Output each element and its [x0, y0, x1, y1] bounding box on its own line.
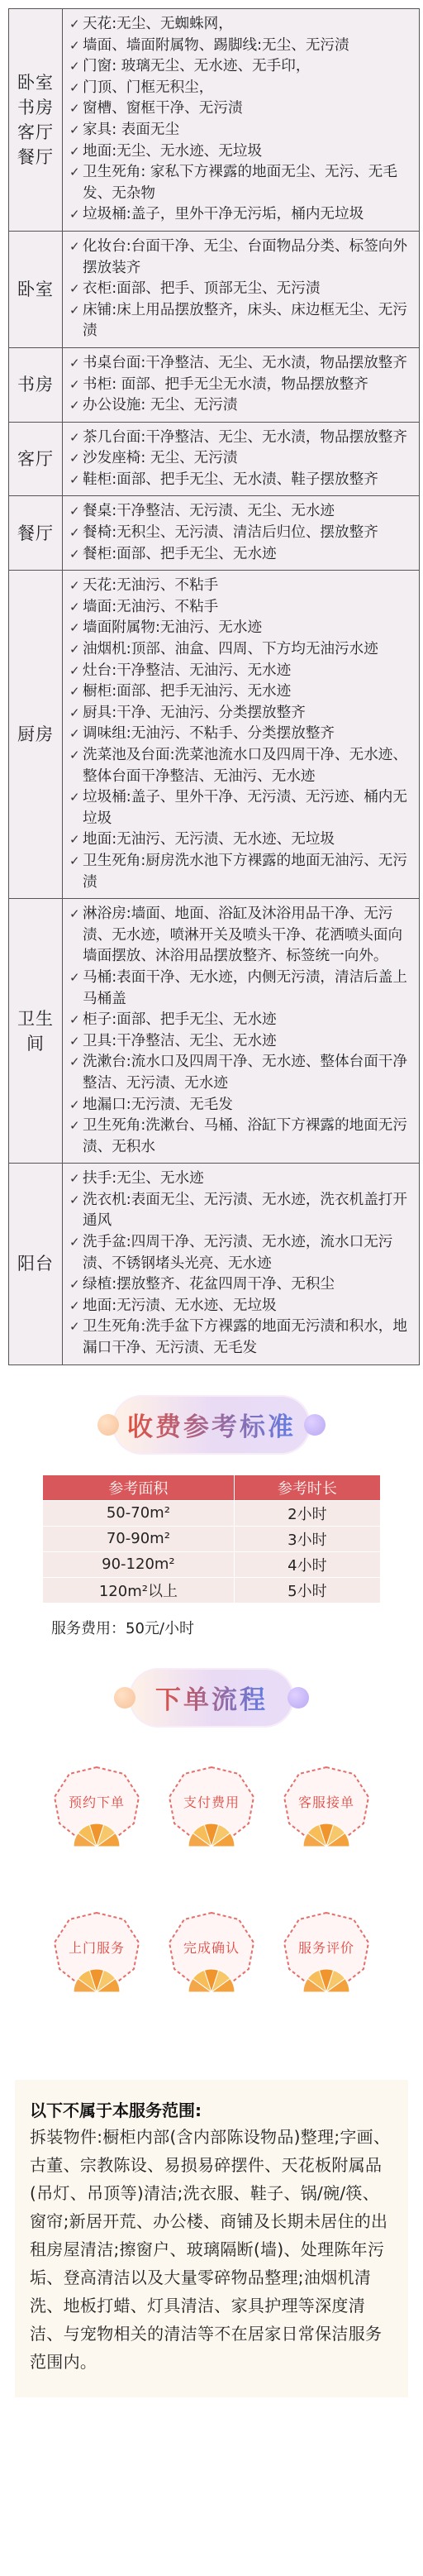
check-icon: ✓ [69, 429, 80, 445]
standard-item-text: 调味组:无油污、不粘手、分类摆放整齐 [83, 725, 335, 743]
check-icon: ✓ [69, 1097, 80, 1112]
flow-step [166, 1909, 257, 2000]
flow-banner [129, 1668, 294, 1728]
standard-item-text: 油烟机:顶部、油盒、四周、下方均无油污水迹 [83, 641, 378, 658]
check-icon: ✓ [69, 790, 80, 805]
room-name: 书房 [9, 348, 63, 422]
standard-item [69, 1317, 414, 1359]
price-duration: 2小时 [234, 1500, 380, 1526]
standard-item-text: 茶几台面:干净整洁、无尘、无水渍，物品摆放整齐 [83, 428, 407, 446]
standard-item-text: 天花:无油污、不粘手 [83, 577, 219, 595]
standard-item-text: 门顶、门框无积尘， [83, 79, 214, 96]
standard-item [69, 1116, 414, 1158]
flow-step-label: 完成确认 [183, 1939, 240, 1956]
standard-item-text: 餐桌:干净整洁、无污渍、无尘、无水迹 [83, 503, 335, 520]
check-icon: ✓ [69, 37, 80, 53]
standard-item [69, 523, 414, 544]
standard-item [69, 36, 414, 57]
standard-item [69, 1232, 414, 1274]
check-icon: ✓ [69, 853, 80, 868]
standard-item [69, 470, 414, 491]
standard-item [69, 204, 414, 226]
standard-item [69, 1031, 414, 1053]
standards-items [63, 348, 419, 422]
price-row [43, 1526, 381, 1551]
check-icon: ✓ [69, 59, 80, 74]
check-icon: ✓ [69, 238, 80, 254]
standard-item-text: 绿植:摆放整齐、花盆四周干净、无积尘 [83, 1276, 335, 1293]
standard-item [69, 1274, 414, 1296]
price-area: 50-70m² [43, 1500, 235, 1526]
standard-item-text: 地面:无污渍、无水迹、无垃圾 [83, 1297, 277, 1314]
standard-item-text: 餐柜:面部、把手无尘、无水迹 [83, 545, 277, 562]
check-icon: ✓ [69, 832, 80, 848]
standard-item-text: 地面:无尘、无水迹、无垃圾 [83, 142, 263, 160]
standard-item-text: 餐椅:无积尘、无污渍、清洁后归位、摆放整齐 [83, 524, 378, 542]
standard-item [69, 787, 414, 829]
standard-item [69, 353, 414, 375]
standard-item-text: 卫生死角:厨房洗水池下方裸露的地面无油污、无污渍 [83, 852, 407, 891]
exclusions-title: 以下不属于本服务范围: [30, 2100, 202, 2120]
check-icon: ✓ [69, 504, 80, 519]
standard-item-text: 衣柜:面部、把手、顶部无尘、无污渍 [83, 280, 321, 298]
page [0, 8, 423, 2397]
standard-item [69, 1190, 414, 1232]
standard-item-text: 墙面:无油污、不粘手 [83, 598, 219, 615]
check-icon: ✓ [69, 705, 80, 720]
check-icon: ✓ [69, 726, 80, 742]
flow-step-label: 客服接单 [297, 1794, 354, 1810]
standard-item [69, 1052, 414, 1094]
check-icon: ✓ [69, 1012, 80, 1028]
standard-item [69, 576, 414, 597]
standards-items [63, 1164, 419, 1364]
standards-items [63, 9, 419, 231]
banner-right-decoration [304, 1414, 326, 1436]
check-icon: ✓ [69, 355, 80, 370]
price-row [43, 1500, 381, 1526]
standard-item [69, 597, 414, 619]
check-icon: ✓ [69, 122, 80, 137]
standard-item [69, 300, 414, 342]
standard-item [69, 1095, 414, 1116]
check-icon: ✓ [69, 1192, 80, 1207]
standard-item [69, 968, 414, 1010]
flow-step-label: 预约下单 [68, 1794, 125, 1810]
check-icon: ✓ [69, 398, 80, 413]
price-table-header-row [43, 1474, 381, 1500]
check-icon: ✓ [69, 748, 80, 762]
standards-row [9, 9, 419, 231]
check-icon: ✓ [69, 1033, 80, 1049]
price-area: 90-120m² [43, 1551, 235, 1577]
standard-item [69, 279, 414, 300]
standard-item-text: 化妆台:台面干净、无尘、台面物品分类、标签向外摆放装齐 [83, 237, 407, 276]
standard-item-text: 卫生死角:洗漱台、马桶、浴缸下方裸露的地面无污渍、无积水 [83, 1117, 407, 1155]
check-icon: ✓ [69, 165, 80, 180]
standard-item-text: 垃圾桶:盖子、里外干净、无污渍、无污迹、桶内无垃圾 [83, 789, 407, 827]
check-icon: ✓ [69, 79, 80, 95]
room-name: 厨房 [9, 571, 63, 898]
standards-items [63, 571, 419, 898]
exclusions-note [15, 2080, 408, 2397]
flow-step-label: 支付费用 [183, 1794, 240, 1810]
check-icon: ✓ [69, 1277, 80, 1293]
standard-item [69, 501, 414, 523]
room-name: 卧室 [9, 232, 63, 347]
standard-item [69, 639, 414, 661]
standard-item [69, 829, 414, 851]
standard-item-text: 办公设施: 无尘、无污渍 [83, 397, 238, 414]
standard-item-text: 书柜: 面部、把手无尘无水渍，物品摆放整齐 [83, 375, 368, 393]
standard-item-text: 床铺:床上用品摆放整齐，床头、床边框无尘、无污渍 [83, 301, 407, 340]
price-duration: 5小时 [234, 1577, 380, 1603]
check-icon: ✓ [69, 546, 80, 562]
room-name: 卧室 书房 客厅 餐厅 [9, 9, 63, 231]
check-icon: ✓ [69, 620, 80, 636]
check-icon: ✓ [69, 642, 80, 657]
banner-left-decoration [97, 1414, 119, 1436]
price-banner [112, 1395, 311, 1455]
flow-step [166, 1764, 257, 1855]
check-icon: ✓ [69, 578, 80, 594]
standard-item-text: 洗衣机:表面无尘、无污渍、无水迹，洗衣机盖打开通风 [83, 1191, 407, 1230]
standard-item [69, 141, 414, 163]
standard-item-text: 卫生死角: 家私下方裸露的地面无尘、无污、无毛发、无杂物 [83, 164, 397, 202]
standards-row [9, 495, 419, 570]
price-duration: 4小时 [234, 1551, 380, 1577]
standard-item [69, 78, 414, 99]
check-icon: ✓ [69, 17, 80, 31]
standard-item [69, 661, 414, 682]
check-icon: ✓ [69, 1171, 80, 1187]
standard-item-text: 厨具:干净、无油污、分类摆放整齐 [83, 704, 306, 721]
check-icon: ✓ [69, 684, 80, 700]
standard-item-text: 卫生死角:洗手盆下方裸露的地面无污渍和积水，地漏口干净、无污渍、无毛发 [83, 1318, 407, 1357]
check-icon: ✓ [69, 281, 80, 297]
check-icon: ✓ [69, 525, 80, 541]
standard-item-text: 柜子:面部、把手无尘、无水迹 [83, 1011, 277, 1029]
standard-item [69, 56, 414, 78]
flow-step [281, 1909, 372, 2000]
check-icon: ✓ [69, 662, 80, 678]
price-section-title: 收费参考标准 [127, 1406, 296, 1443]
standard-item-text: 扶手:无尘、无水迹 [83, 1170, 204, 1188]
price-row [43, 1551, 381, 1577]
standard-item-text: 垃圾桶:盖子，里外干净无污垢，桶内无垃圾 [83, 206, 364, 223]
standard-item [69, 98, 414, 120]
standard-item-text: 橱柜:面部、把手无油污、无水迹 [83, 683, 292, 700]
check-icon: ✓ [69, 143, 80, 159]
exclusions-body: 拆装物件:橱柜内部(含内部陈设物品)整理;字画、古董、宗教陈设、易损易碎摆件、天花板附属品(吊灯、吊顶等)清洁;洗衣服、鞋子、锅/碗/筷、窗帘;新居开荒、办公楼、商铺及长期未居住的出租房屋清洁;擦窗户、玻璃隔断(墙)、处理陈年污垢、登高清洁以及大量零碎物品整理;油烟机清洗、地板打蜡、灯具清洁、家具护理等深度清洁、与宠物相关的清洁等不在居家日常保洁服务范围内。 [30, 2126, 391, 2372]
standard-item-text: 地漏口:无污渍、无毛发 [83, 1096, 233, 1113]
standard-item [69, 1296, 414, 1317]
price-row [43, 1577, 381, 1603]
standard-item [69, 375, 414, 396]
check-icon: ✓ [69, 451, 80, 466]
standard-item [69, 1169, 414, 1190]
flow-section-title: 下单流程 [155, 1679, 268, 1716]
check-icon: ✓ [69, 302, 80, 318]
standard-item-text: 卫具:干净整洁、无尘、无水迹 [83, 1032, 277, 1049]
flow-step-label: 服务评价 [297, 1939, 354, 1956]
standard-item [69, 162, 414, 204]
standard-item-text: 地面:无油污、无污渍、无水迹、无垃圾 [83, 831, 335, 848]
standards-row [9, 347, 419, 422]
standard-item [69, 904, 414, 968]
flow-step [281, 1764, 372, 1855]
standard-item [69, 745, 414, 787]
order-flow-diagram [0, 1747, 423, 2055]
flow-step [51, 1909, 142, 2000]
standards-items [63, 423, 419, 496]
standard-item-text: 马桶:表面干净、无水迹，内侧无污渍，清洁后盖上马桶盖 [83, 968, 407, 1007]
price-area: 120m²以上 [43, 1577, 235, 1603]
standard-item-text: 洗手盆:四周干净、无污渍、无水迹，流水口无污渍、不锈钢堵头光亮、无水迹 [83, 1234, 393, 1272]
standard-item [69, 120, 414, 141]
standard-item [69, 618, 414, 639]
standard-item-text: 墙面附属物:无油污、无水迹 [83, 619, 263, 637]
standards-items [63, 496, 419, 570]
check-icon: ✓ [69, 1118, 80, 1134]
standard-item-text: 门窗: 玻璃无尘、无水迹、无手印， [83, 58, 311, 75]
standard-item [69, 428, 414, 449]
standard-item-text: 天花:无尘、无蜘蛛网， [83, 16, 233, 32]
standards-row [9, 570, 419, 898]
standards-row [9, 231, 419, 347]
price-banner-wrap [0, 1395, 423, 1455]
standard-item-text: 墙面、墙面附属物、踢脚线:无尘、无污渍 [83, 36, 349, 54]
standard-item [69, 724, 414, 745]
price-table [42, 1474, 381, 1603]
check-icon: ✓ [69, 471, 80, 487]
standard-item [69, 544, 414, 566]
standard-item-text: 洗菜池及台面:洗菜池流水口及四周干净、无水迹、整体台面干净整洁、无油污、无水迹 [83, 747, 407, 785]
standard-item [69, 395, 414, 417]
standards-row [9, 422, 419, 496]
standard-item [69, 237, 414, 279]
price-header-area: 参考面积 [43, 1474, 235, 1500]
flow-step-label: 上门服务 [68, 1939, 125, 1956]
standard-item-text: 窗槽、窗框干净、无污渍 [83, 100, 243, 117]
standard-item [69, 448, 414, 470]
standard-item-text: 书桌台面:干净整洁、无尘、无水渍，物品摆放整齐 [83, 354, 407, 371]
standard-item [69, 681, 414, 703]
standard-item-text: 灶台:干净整洁、无油污、无水迹 [83, 662, 292, 679]
price-duration: 3小时 [234, 1526, 380, 1551]
standard-item-text: 沙发座椅: 无尘、无污渍 [83, 450, 238, 467]
room-name: 客厅 [9, 423, 63, 496]
room-name: 卫生 间 [9, 899, 63, 1163]
standard-item-text: 洗漱台:流水口及四周干净、无水迹、整体台面干净整洁、无污渍、无水迹 [83, 1054, 407, 1092]
flow-banner-wrap [0, 1668, 423, 1728]
room-name: 阳台 [9, 1164, 63, 1364]
check-icon: ✓ [69, 376, 80, 392]
cleaning-standards-table [8, 8, 420, 1365]
price-header-duration: 参考时长 [234, 1474, 380, 1500]
check-icon: ✓ [69, 207, 80, 222]
standard-item-text: 鞋柜:面部、把手无尘、无水渍、鞋子摆放整齐 [83, 471, 378, 488]
standards-items [63, 899, 419, 1163]
banner-left-decoration [114, 1687, 135, 1709]
banner-right-decoration [288, 1687, 309, 1709]
standard-item [69, 851, 414, 893]
flow-step [51, 1764, 142, 1855]
standard-item [69, 703, 414, 724]
check-icon: ✓ [69, 101, 80, 117]
check-icon: ✓ [69, 599, 80, 614]
check-icon: ✓ [69, 906, 80, 922]
check-icon: ✓ [69, 1298, 80, 1313]
check-icon: ✓ [69, 1054, 80, 1070]
standard-item-text: 家具: 表面无尘 [83, 121, 180, 138]
standard-item [69, 14, 414, 36]
standard-item-text: 淋浴房:墙面、地面、浴缸及沐浴用品干净、无污渍、无水迹，喷淋开关及喷头干净、花洒喷头面向墙面摆放、沐浴用品摆放整齐、标签统一向外。 [83, 906, 403, 965]
service-fee-text: 服务费用：50元/小时 [51, 1619, 194, 1637]
standards-items [63, 232, 419, 347]
price-area: 70-90m² [43, 1526, 235, 1551]
check-icon: ✓ [69, 1319, 80, 1335]
check-icon: ✓ [69, 1235, 80, 1250]
standards-row [9, 1163, 419, 1364]
standards-row [9, 898, 419, 1163]
standard-item [69, 1010, 414, 1031]
check-icon: ✓ [69, 969, 80, 985]
room-name: 餐厅 [9, 496, 63, 570]
